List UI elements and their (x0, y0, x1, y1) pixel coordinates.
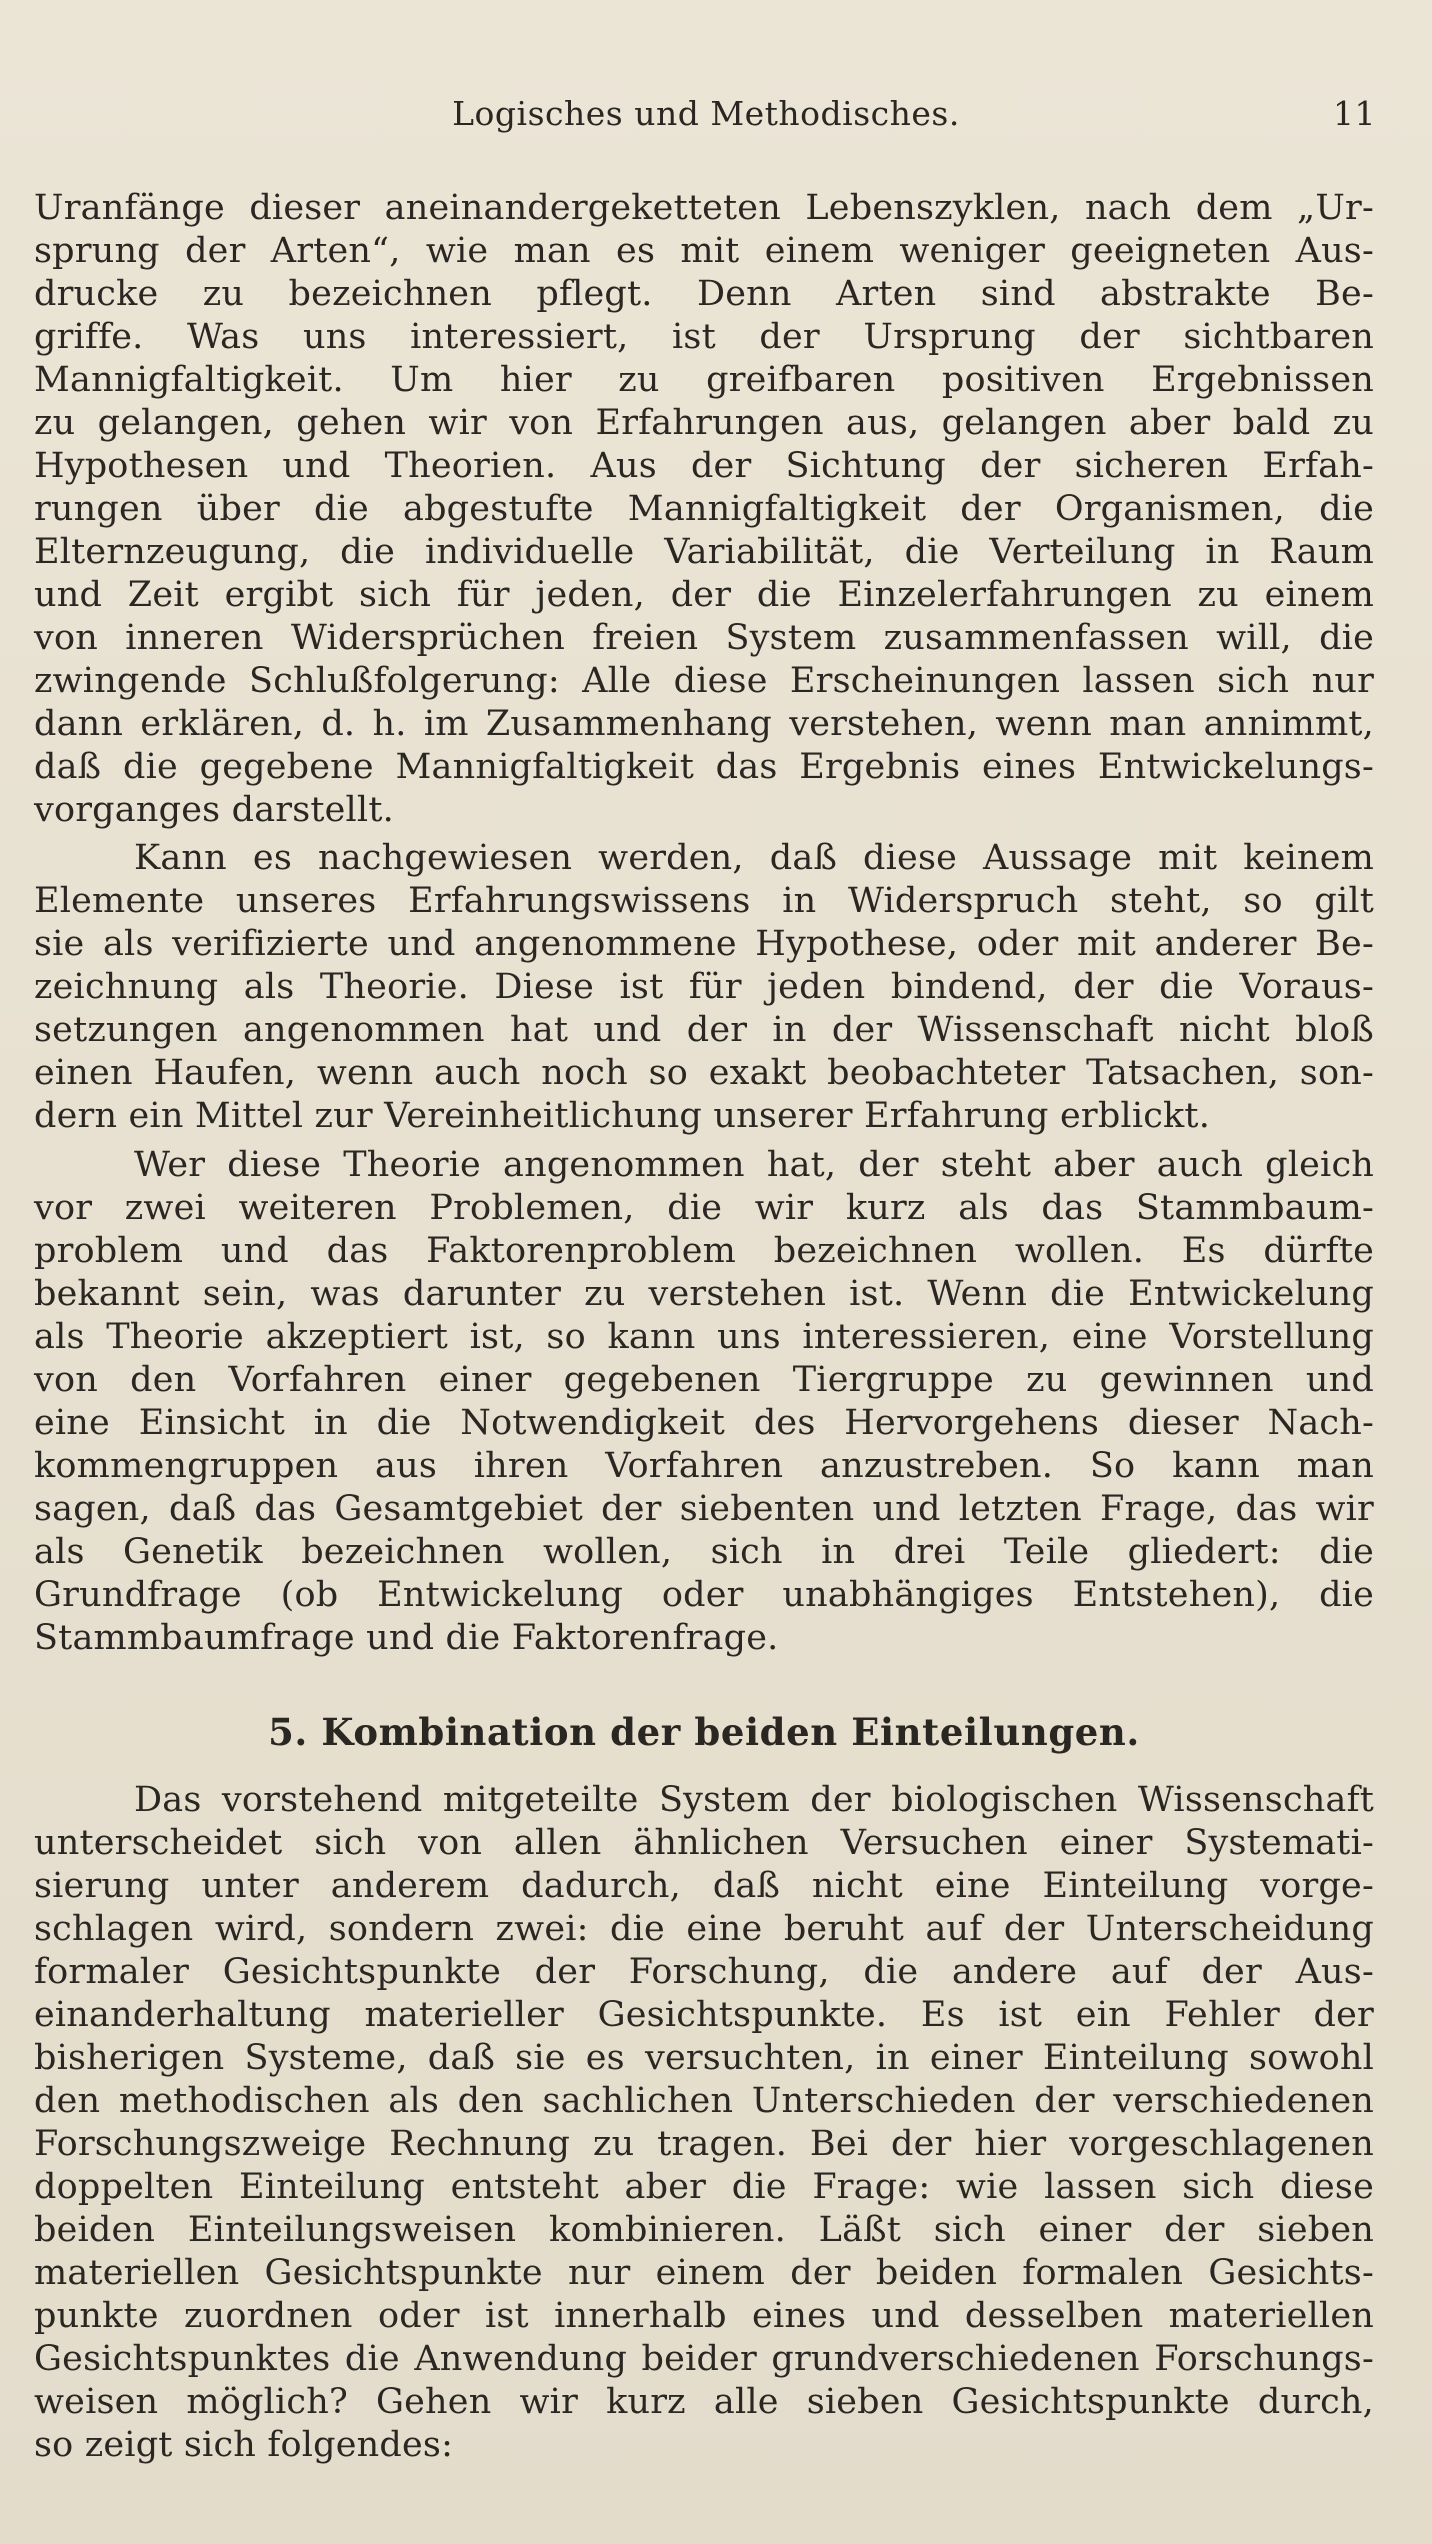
text-line: den methodischen als den sachlichen Unterschieden der verschiedenen (34, 2081, 1374, 2121)
text-line: als Theorie akzeptiert ist, so kann uns interessieren, eine Vorstellung (34, 1317, 1374, 1357)
text-line: materiellen Gesichtspunkte nur einem der beiden formalen Gesichts- (34, 2253, 1374, 2293)
text-line: unterscheidet sich von allen ähnlichen Versuchen einer Systemati- (34, 1823, 1374, 1863)
text-line: sprung der Arten“, wie man es mit einem weniger geeigneten Aus- (34, 231, 1374, 271)
running-head-title: Logisches und Methodisches. (452, 94, 960, 133)
text-line: Elternzeugung, die individuelle Variabilität, die Verteilung in Raum (34, 532, 1374, 572)
text-line: Das vorstehend mitgeteilte System der biologischen Wissenschaft (134, 1780, 1374, 1820)
text-line: dann erklären, d. h. im Zusammenhang verstehen, wenn man annimmt, (34, 704, 1374, 744)
text-line: zu gelangen, gehen wir von Erfahrungen aus, gelangen aber bald zu (34, 403, 1374, 443)
text-line: eine Einsicht in die Notwendigkeit des Hervorgehens dieser Nach- (34, 1403, 1374, 1443)
text-line: Grundfrage (ob Entwickelung oder unabhängiges Entstehen), die (34, 1575, 1374, 1615)
text-line: doppelten Einteilung entsteht aber die Frage: wie lassen sich diese (34, 2167, 1374, 2207)
text-line: zwingende Schlußfolgerung: Alle diese Erscheinungen lassen sich nur (34, 661, 1374, 701)
text-line: Kann es nachgewiesen werden, daß diese Aussage mit keinem (134, 838, 1374, 878)
text-line: Forschungszweige Rechnung zu tragen. Bei der hier vorgeschlagenen (34, 2124, 1374, 2164)
text-line: sierung unter anderem dadurch, daß nicht eine Einteilung vorge- (34, 1866, 1374, 1906)
text-line: so zeigt sich folgendes: (34, 2425, 454, 2465)
text-line: Uranfänge dieser aneinandergeketteten Lebenszyklen, nach dem „Ur- (34, 188, 1374, 228)
text-line: von inneren Widersprüchen freien System zusammenfassen will, die (34, 618, 1374, 658)
section-heading: 5. Kombination der beiden Einteilungen. (268, 1710, 1140, 1754)
text-line: kommengruppen aus ihren Vorfahren anzustreben. So kann man (34, 1446, 1374, 1486)
text-line: formaler Gesichtspunkte der Forschung, die andere auf der Aus- (34, 1952, 1374, 1992)
text-line: vor zwei weiteren Problemen, die wir kurz als das Stammbaum- (34, 1188, 1374, 1228)
text-line: Wer diese Theorie angenommen hat, der steht aber auch gleich (134, 1145, 1374, 1185)
text-line: rungen über die abgestufte Mannigfaltigkeit der Organismen, die (34, 489, 1374, 529)
text-line: punkte zuordnen oder ist innerhalb eines und desselben materiellen (34, 2296, 1374, 2336)
text-line: Hypothesen und Theorien. Aus der Sichtung der sicheren Erfah- (34, 446, 1374, 486)
text-line: Mannigfaltigkeit. Um hier zu greifbaren positiven Ergebnissen (34, 360, 1374, 400)
text-line: Stammbaumfrage und die Faktorenfrage. (34, 1618, 779, 1658)
text-line: vorganges darstellt. (34, 790, 394, 830)
text-line: dern ein Mittel zur Vereinheitlichung unserer Erfahrung erblickt. (34, 1096, 1211, 1136)
text-line: von den Vorfahren einer gegebenen Tiergruppe zu gewinnen und (34, 1360, 1374, 1400)
text-line: einen Haufen, wenn auch noch so exakt beobachteter Tatsachen, son- (34, 1053, 1374, 1093)
text-line: Elemente unseres Erfahrungswissens in Widerspruch steht, so gilt (34, 881, 1374, 921)
text-line: daß die gegebene Mannigfaltigkeit das Ergebnis eines Entwickelungs- (34, 747, 1374, 787)
text-line: und Zeit ergibt sich für jeden, der die Einzelerfahrungen zu einem (34, 575, 1374, 615)
text-line: einanderhaltung materieller Gesichtspunkte. Es ist ein Fehler der (34, 1995, 1374, 2035)
text-line: weisen möglich? Gehen wir kurz alle sieben Gesichtspunkte durch, (34, 2382, 1374, 2422)
text-line: problem und das Faktorenproblem bezeichnen wollen. Es dürfte (34, 1231, 1374, 1271)
text-line: beiden Einteilungsweisen kombinieren. Läßt sich einer der sieben (34, 2210, 1374, 2250)
text-line: bekannt sein, was darunter zu verstehen ist. Wenn die Entwickelung (34, 1274, 1374, 1314)
text-line: sie als verifizierte und angenommene Hypothese, oder mit anderer Be- (34, 924, 1374, 964)
text-line: zeichnung als Theorie. Diese ist für jeden bindend, der die Voraus- (34, 967, 1374, 1007)
text-line: schlagen wird, sondern zwei: die eine beruht auf der Unterscheidung (34, 1909, 1374, 1949)
text-line: als Genetik bezeichnen wollen, sich in drei Teile gliedert: die (34, 1532, 1374, 1572)
text-line: sagen, daß das Gesamtgebiet der siebenten und letzten Frage, das wir (34, 1489, 1374, 1529)
text-line: bisherigen Systeme, daß sie es versuchten, in einer Einteilung sowohl (34, 2038, 1374, 2078)
text-line: griffe. Was uns interessiert, ist der Ursprung der sichtbaren (34, 317, 1374, 357)
text-line: setzungen angenommen hat und der in der Wissenschaft nicht bloß (34, 1010, 1374, 1050)
running-head (36, 94, 1376, 142)
text-line: drucke zu bezeichnen pflegt. Denn Arten sind abstrakte Be- (34, 274, 1374, 314)
page-number: 11 (1333, 94, 1376, 133)
text-line: Gesichtspunktes die Anwendung beider grundverschiedenen Forschungs- (34, 2339, 1374, 2379)
